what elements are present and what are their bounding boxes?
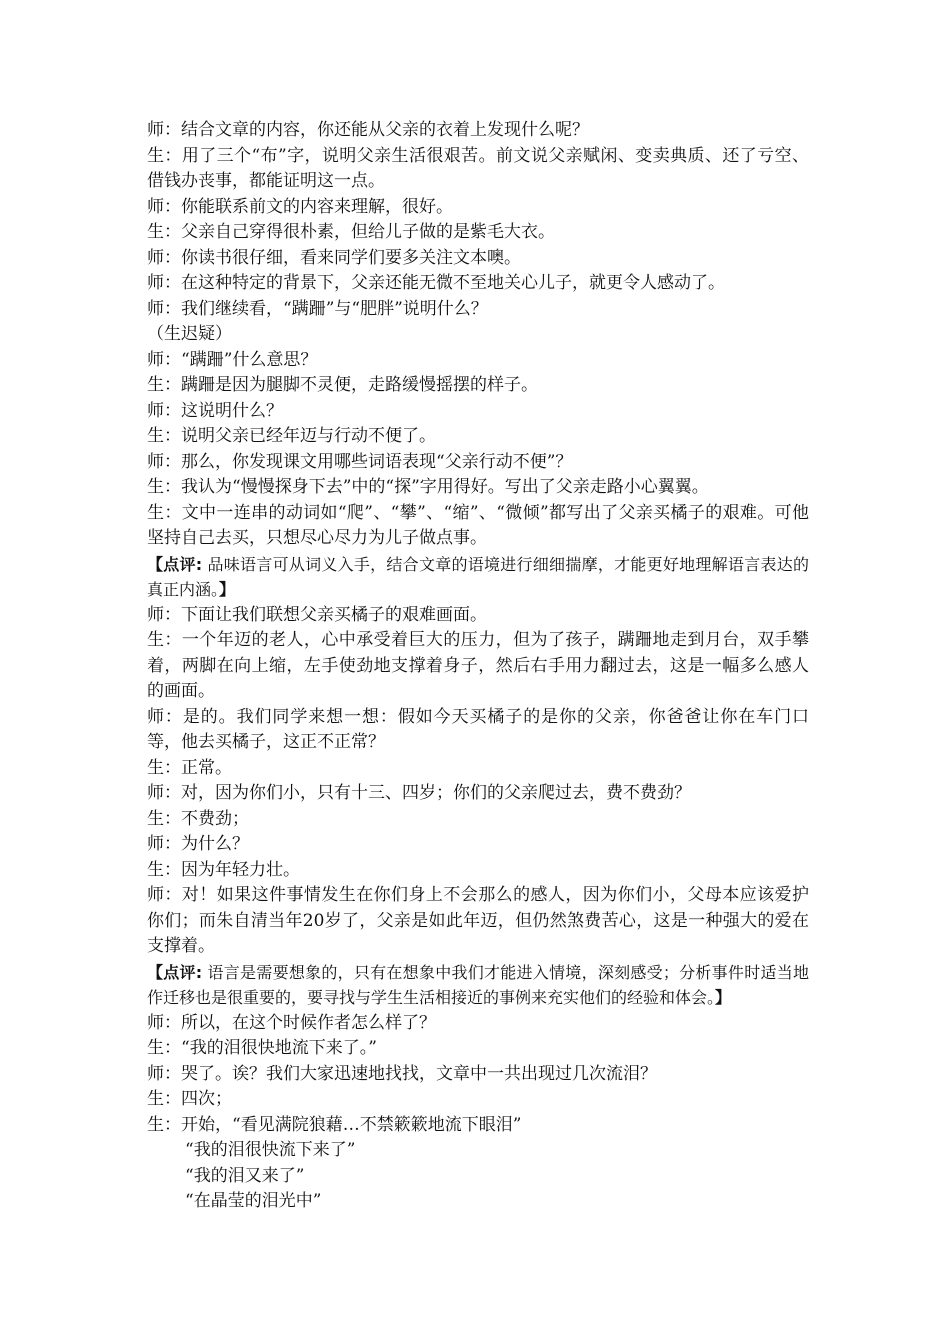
stage-direction: （生迟疑） <box>147 324 232 344</box>
dialogue-line: 生：正常。 <box>147 757 232 778</box>
commentary-open: 【点评: <box>147 962 203 982</box>
commentary-note <box>147 552 809 603</box>
dialogue-line: 师：为什么？ <box>147 834 249 854</box>
dialogue-line: 师：你能联系前文的内容来理解，很好。 <box>147 196 453 217</box>
dialogue-line: 师：所以，在这个时候作者怎么样了？ <box>147 1012 436 1033</box>
commentary-note <box>147 960 809 1011</box>
document-page <box>147 118 809 1215</box>
dialogue-line: 师：对！如果这件事情发生在你们身上不会那么的感人，因为你们小，父母本应该爱护你们；而朱自清当年20岁了，父亲是如此年迈，但仍然煞费苦心，这是一种强大的爱在支撑着。 <box>147 885 809 956</box>
dialogue-line: 生：因为年轻力壮。 <box>147 859 300 880</box>
dialogue-line: 生：开始，“看见满院狼藉…不禁簌簌地流下眼泪” <box>147 1114 522 1135</box>
dialogue-line: 生：“我的泪很快地流下来了。” <box>147 1038 377 1058</box>
commentary-text: 品味语言可从词义入手，结合文章的语境进行细细揣摩，才能更好地理解语言表达的真正内涵。 <box>147 554 809 599</box>
dialogue-line: 生：说明父亲已经年迈与行动不便了。 <box>147 426 436 446</box>
dialogue-line: 师：哭了。诶？我们大家迅速地找找，文章中一共出现过几次流泪？ <box>147 1063 657 1084</box>
dialogue-line: 师：你读书很仔细，看来同学们要多关注文本噢。 <box>147 247 521 268</box>
dialogue-line: 生：四次； <box>147 1089 232 1109</box>
dialogue-line: 生：文中一连串的动词如“爬”、“攀”、“缩”、“微倾”都写出了父亲买橘子的艰难。可他坚持自己去买，只想尽心尽力为儿子做点事。 <box>147 502 809 548</box>
dialogue-line: 师：这说明什么？ <box>147 400 283 421</box>
commentary-close: 】 <box>219 580 236 599</box>
dialogue-line: 师：“蹒跚”什么意思？ <box>147 349 318 370</box>
dialogue-line: 师：在这种特定的背景下，父亲还能无微不至地关心儿子，就更令人感动了。 <box>147 273 725 293</box>
dialogue-line: 生：不费劲； <box>147 808 249 829</box>
quote-line: “在晶莹的泪光中” <box>185 1191 322 1211</box>
commentary-open: 【点评: <box>147 554 203 574</box>
dialogue-line: 生：一个年迈的老人，心中承受着巨大的压力，但为了孩子，蹒跚地走到月台，双手攀着，两脚在向上缩，左手使劲地支撑着身子，然后右手用力翻过去，这是一幅多么感人的画面。 <box>147 630 809 701</box>
dialogue-line: 师：那么，你发现课文用哪些词语表现“父亲行动不便”？ <box>147 451 573 472</box>
dialogue-line: 师：下面让我们联想父亲买橘子的艰难画面。 <box>147 604 487 625</box>
dialogue-line: 师：我们继续看，“蹒跚”与“肥胖”说明什么？ <box>147 298 488 319</box>
dialogue-line: 生：蹒跚是因为腿脚不灵便，走路缓慢摇摆的样子。 <box>147 375 538 395</box>
commentary-text: 语言是需要想象的，只有在想象中我们才能进入情境，深刻感受；分析事件时适当地作迁移也是很重要的，要寻找与学生生活相接近的事例来充实他们的经验和体会。 <box>147 962 809 1007</box>
dialogue-line: 师：对，因为你们小，只有十三、四岁；你们的父亲爬过去，费不费劲？ <box>147 783 691 803</box>
dialogue-line: 生：我认为“慢慢探身下去”中的“探”字用得好。写出了父亲走路小心翼翼。 <box>147 477 709 497</box>
dialogue-line: 师：结合文章的内容，你还能从父亲的衣着上发现什么呢？ <box>147 120 589 140</box>
dialogue-line: 生：父亲自己穿得很朴素，但给儿子做的是紫毛大衣。 <box>147 222 555 242</box>
dialogue-line: 生：用了三个“布”字，说明父亲生活很艰苦。前文说父亲赋闲、变卖典质、还了亏空、借钱办丧事，都能证明这一点。 <box>147 145 809 191</box>
commentary-close: 】 <box>715 988 732 1007</box>
quote-line: “我的泪很快流下来了” <box>185 1140 356 1160</box>
quote-line: “我的泪又来了” <box>185 1165 305 1186</box>
dialogue-line: 师：是的。我们同学来想一想：假如今天买橘子的是你的父亲，你爸爸让你在车门口等，他去买橘子，这正不正常？ <box>147 706 809 752</box>
